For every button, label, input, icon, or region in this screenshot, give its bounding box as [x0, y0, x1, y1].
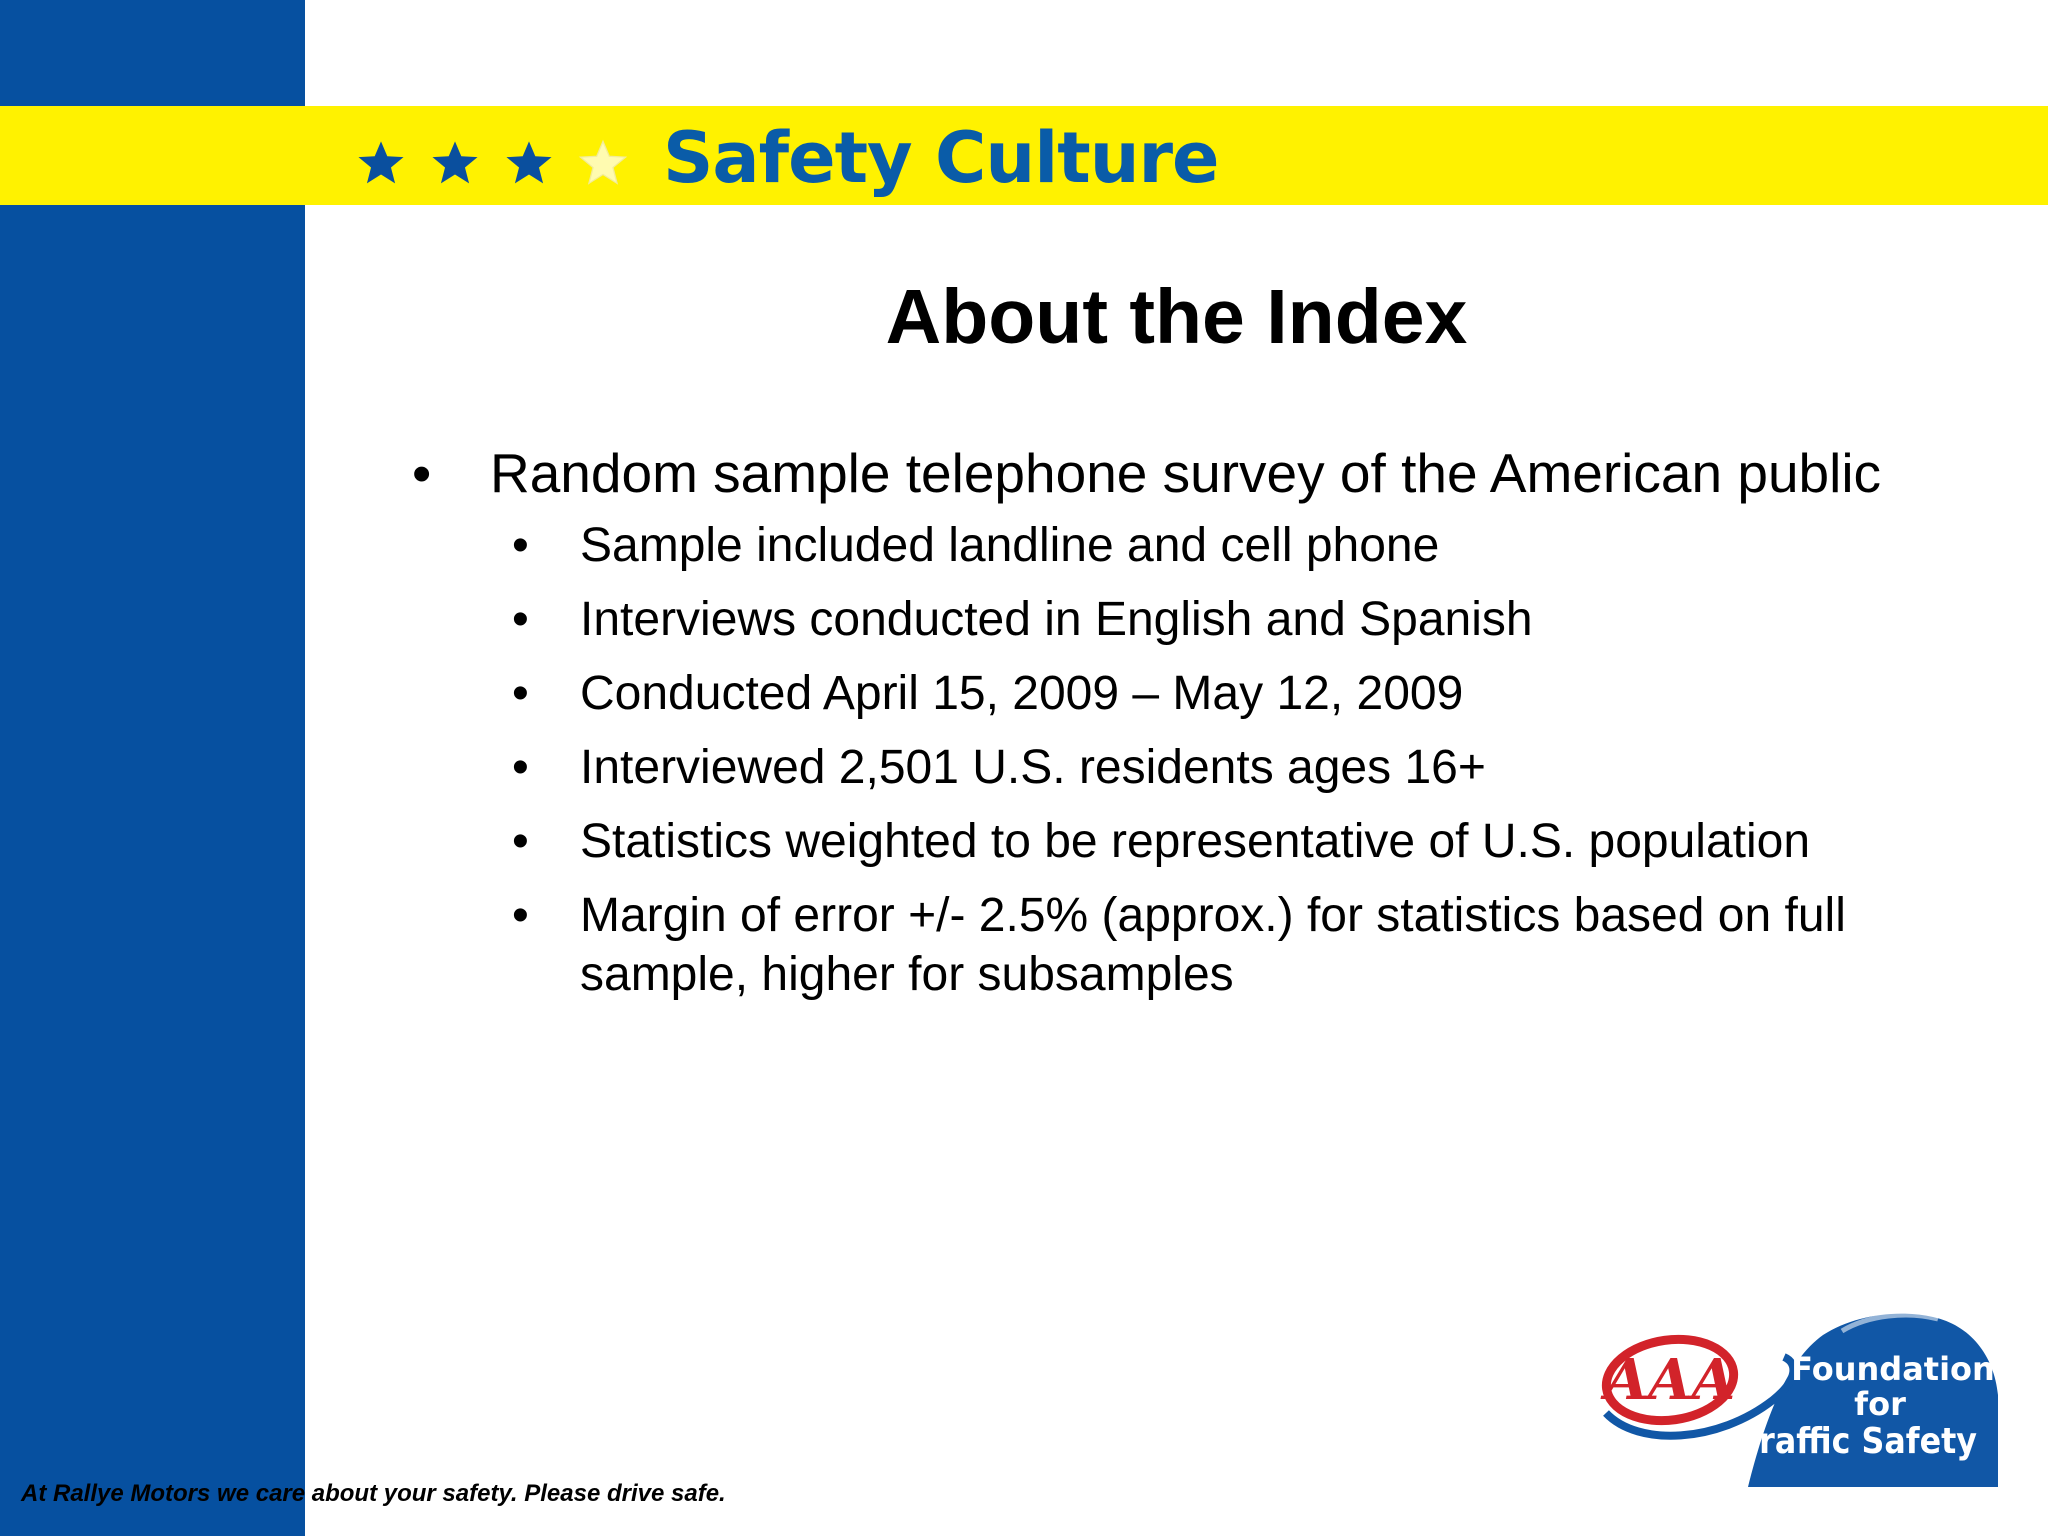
banner-title: Safety Culture [663, 117, 1219, 199]
banner-band-left [0, 106, 305, 205]
aaa-letters: AAA [1604, 1347, 1736, 1413]
bullet-marker: • [512, 593, 529, 646]
aaa-foundation-logo [1598, 1305, 1998, 1487]
star-icon [503, 137, 555, 189]
left-sidebar-bar [0, 0, 305, 1536]
sub-bullet-item [400, 812, 1960, 871]
sub-bullet-text: Margin of error +/- 2.5% (approx.) for statistics based on full sample, higher for subsamples [580, 889, 1846, 1001]
star-icon [355, 137, 407, 189]
footer-note: At Rallye Motors we care about your safety. Please drive safe. [21, 1480, 726, 1507]
sub-bullet-item [400, 738, 1960, 797]
bullet-list [400, 440, 1960, 1019]
rating-stars [355, 128, 629, 198]
sub-bullet-item [400, 664, 1960, 723]
sub-bullet-text: Interviewed 2,501 U.S. residents ages 16+ [580, 741, 1486, 794]
star-outline-icon [577, 137, 629, 189]
sub-bullet-text: Interviews conducted in English and Spanish [580, 593, 1533, 646]
sub-bullet-item [400, 590, 1960, 649]
logo-line-2: for [1854, 1385, 1906, 1423]
bullet-marker: • [412, 442, 432, 504]
sub-bullet-text: Conducted April 15, 2009 – May 12, 2009 [580, 667, 1464, 720]
bullet-marker: • [512, 815, 529, 868]
bullet-marker: • [512, 519, 529, 572]
bullet-marker: • [512, 667, 529, 720]
sub-bullet-list [400, 516, 1960, 1004]
bullet-marker: • [512, 889, 529, 942]
slide-title: About the Index [885, 274, 1468, 360]
bullet-item [400, 440, 1960, 506]
star-icon [429, 137, 481, 189]
bullet-text: Random sample telephone survey of the American public [490, 442, 1882, 504]
logo-line-3: Traffic Safety [1741, 1421, 1977, 1462]
sub-bullet-text: Statistics weighted to be representative of U.S. population [580, 815, 1811, 868]
sub-bullet-item [400, 516, 1960, 575]
bullet-marker: • [512, 741, 529, 794]
logo-line-1: Foundation [1791, 1350, 1995, 1388]
sub-bullet-item [400, 886, 1960, 1004]
sub-bullet-text: Sample included landline and cell phone [580, 519, 1440, 572]
